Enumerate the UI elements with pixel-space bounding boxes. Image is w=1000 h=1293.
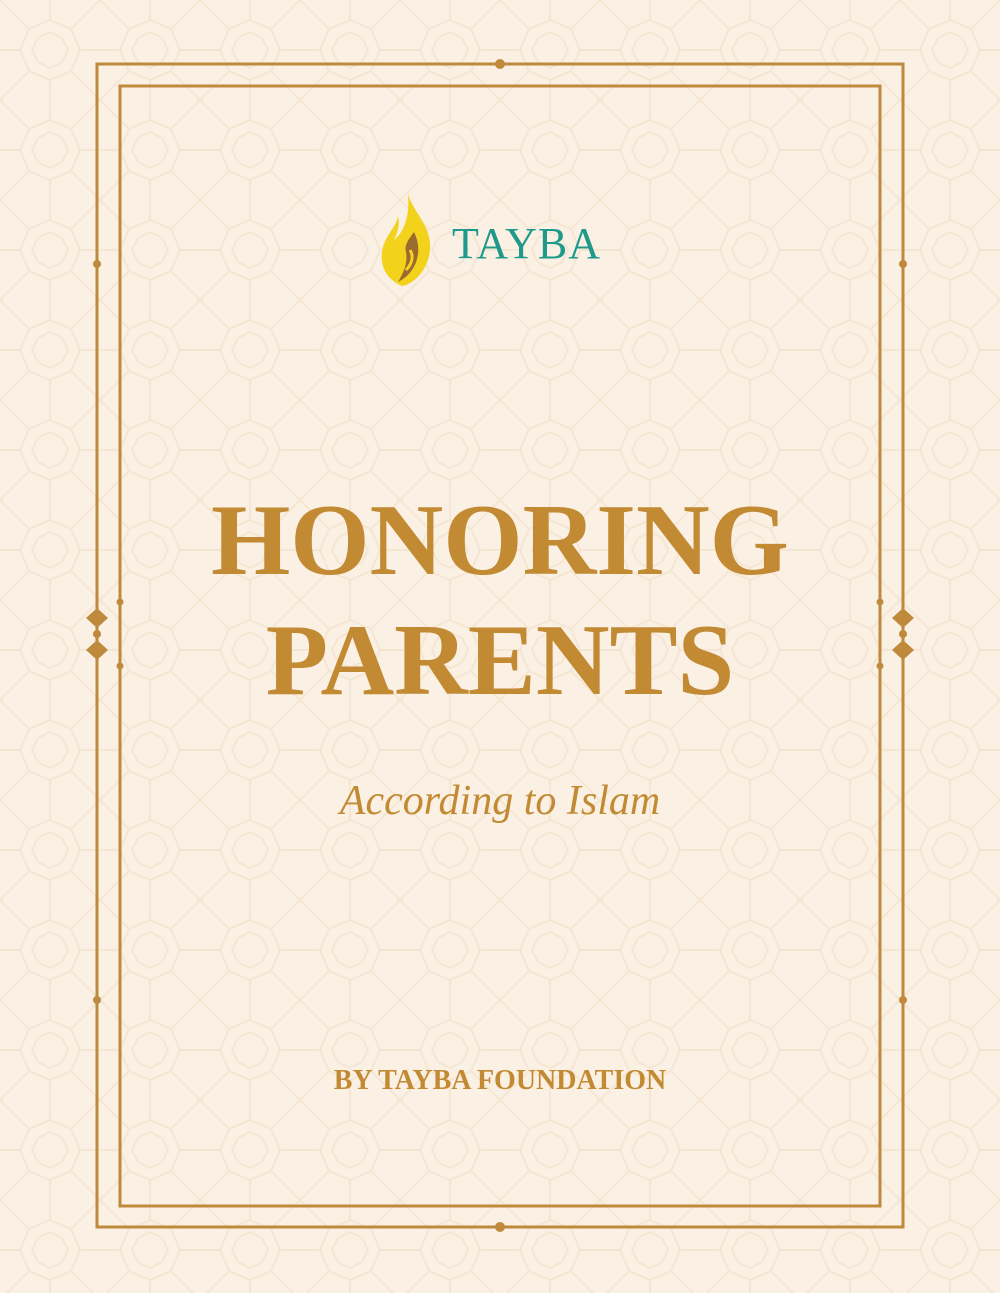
tayba-logo [374,192,634,292]
flame-icon [374,192,440,288]
title-line-1: HONORING [210,484,790,597]
title-line-2: PARENTS [265,604,735,717]
logo-wordmark: TAYBA [452,219,601,268]
subtitle: According to Islam [339,778,661,824]
author-byline: BY TAYBA FOUNDATION [333,1065,667,1096]
